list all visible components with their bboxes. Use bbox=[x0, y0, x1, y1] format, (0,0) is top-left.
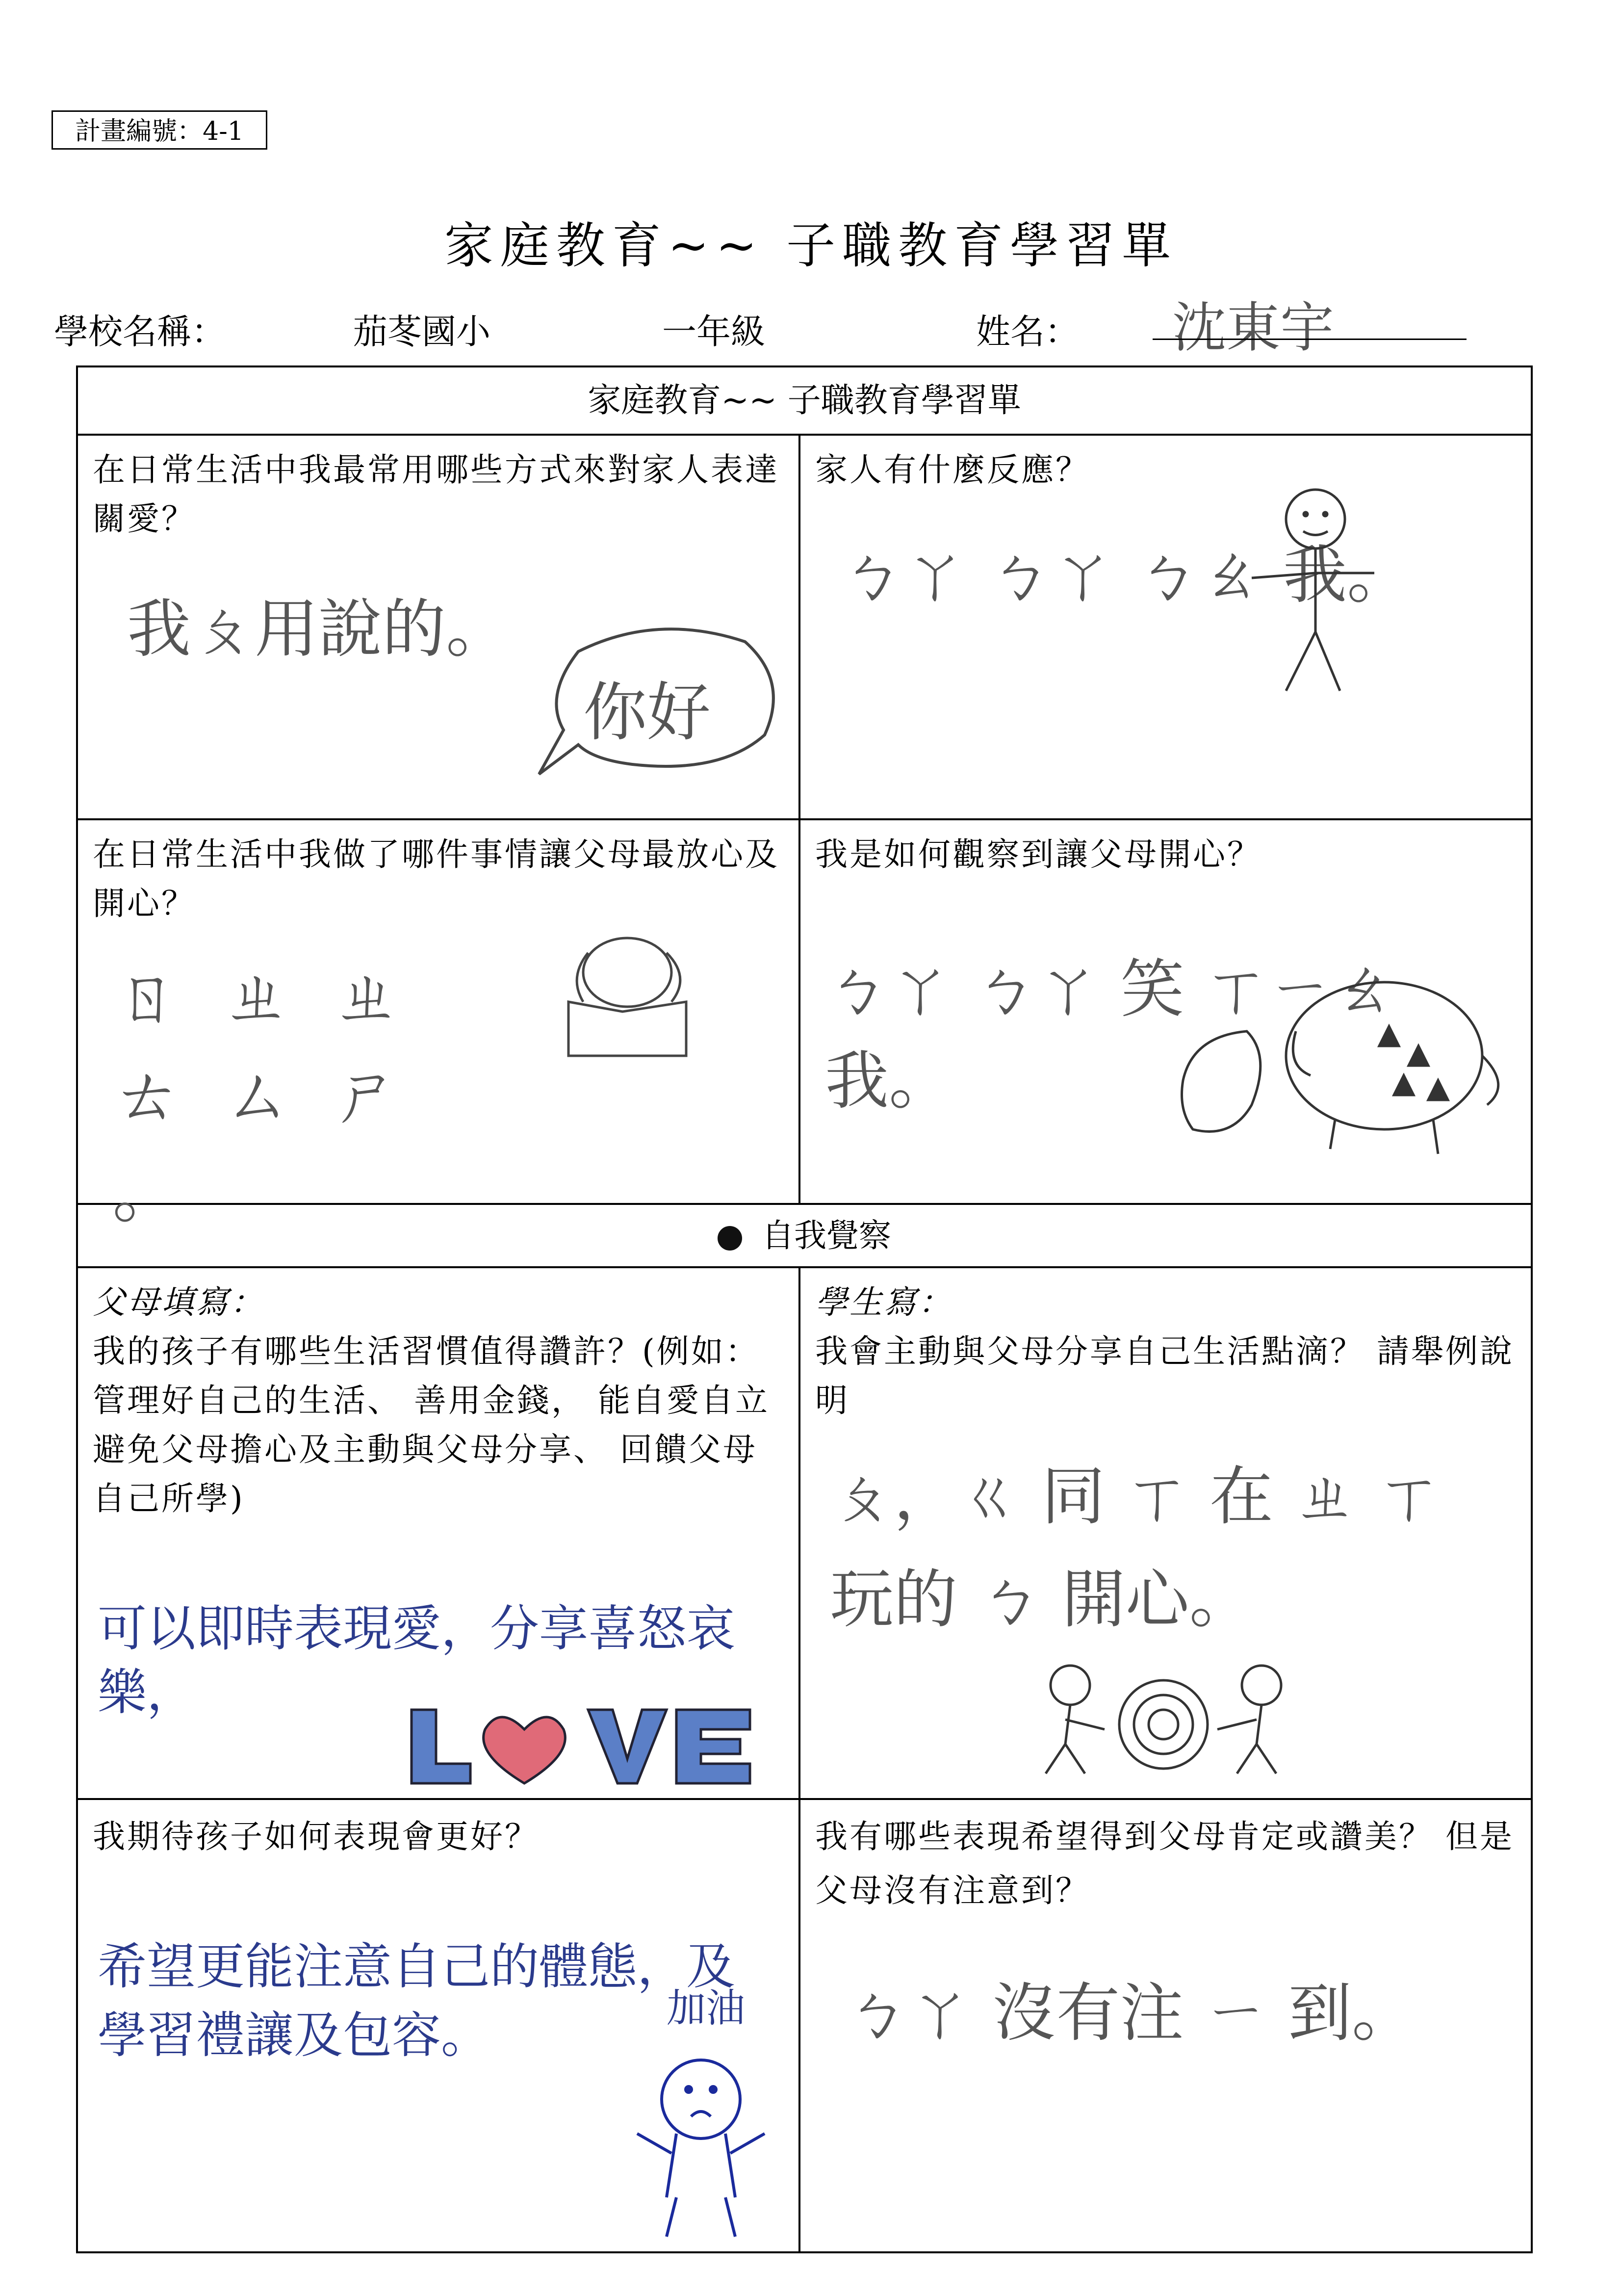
dog-reading-icon bbox=[549, 933, 706, 1066]
q3-answer: ㄖ ㄓ ㄓ ㄊ ㄙ ㄕ 。 bbox=[112, 957, 402, 1233]
q4-answer: ㄅㄚ ㄅㄚ 笑 ㄒㄧㄠ 我。 bbox=[825, 952, 1396, 1118]
section-title: 自我覺察 bbox=[762, 1217, 891, 1254]
section-row bbox=[77, 1204, 1532, 1267]
bullet-icon bbox=[718, 1226, 742, 1251]
pig-icon bbox=[1173, 958, 1517, 1164]
student-label: 學生寫： bbox=[815, 1283, 953, 1321]
parent-cell bbox=[77, 1267, 799, 1799]
name-value: 沈東宇 bbox=[1172, 296, 1334, 359]
parent-answer: 可以即時表現愛，分享喜怒哀樂， bbox=[98, 1600, 735, 1721]
student-cell bbox=[799, 1267, 1532, 1799]
parent-label: 父母填寫： bbox=[93, 1283, 264, 1321]
q3-question: 在日常生活中我做了哪件事情讓父母最放心及開心？ bbox=[93, 835, 779, 922]
cheer-text: 加油 bbox=[667, 1985, 745, 2031]
q4-question: 我是如何觀察到讓父母開心？ bbox=[815, 835, 1262, 873]
q2-answer: ㄅㄚ ㄅㄚ ㄅㄠ 我。 bbox=[840, 538, 1411, 612]
q2-question: 家人有什麼反應？ bbox=[815, 451, 1090, 489]
grade-value: 一年級 bbox=[662, 312, 765, 352]
q1-cell bbox=[77, 435, 799, 819]
student-answer: ㄆ，ㄍ 同 ㄒ 在 ㄓ ㄒ 玩的 ㄅ 開心。 bbox=[830, 1459, 1442, 1637]
q7-question: 我期待孩子如何表現會更好？ bbox=[93, 1818, 539, 1855]
stick-figure-icon bbox=[1242, 485, 1389, 701]
cheering-figure-icon bbox=[627, 2055, 774, 2242]
name-underline bbox=[1153, 339, 1467, 340]
plan-code: 計畫編號：4-1 bbox=[51, 110, 267, 150]
q4-cell bbox=[799, 819, 1532, 1204]
student-question: 我會主動與父母分享自己生活點滴？ 請舉例說明 bbox=[815, 1332, 1515, 1419]
q2-cell bbox=[799, 435, 1532, 819]
q8-answer: ㄅㄚ 沒有注 ㄧ 到。 bbox=[845, 1976, 1416, 2050]
love-drawing-icon bbox=[402, 1700, 760, 1788]
page-title: 家庭教育~~ 子職教育學習單 bbox=[444, 217, 1178, 274]
parent-question: 我的孩子有哪些生活習慣值得讚許？(例如： 管理好自己的生活、 善用金錢， 能自愛自立避免父母擔心及主動與父母分享、 回饋父母自己所學) bbox=[93, 1332, 770, 1517]
worksheet-table bbox=[76, 365, 1533, 2253]
bubble-text: 你好 bbox=[583, 675, 711, 750]
q1-answer: 我ㄆ用說的。 bbox=[127, 592, 510, 666]
school-label: 學校名稱： bbox=[54, 312, 226, 352]
q3-cell bbox=[77, 819, 799, 1233]
school-value: 茄苳國小 bbox=[353, 312, 490, 352]
q8-cell bbox=[799, 1799, 1532, 2252]
table-title: 家庭教育~~ 子職教育學習單 bbox=[77, 366, 1532, 435]
q7-cell bbox=[77, 1799, 799, 2252]
q1-question: 在日常生活中我最常用哪些方式來對家人表達關愛？ bbox=[93, 451, 779, 538]
kids-playing-icon bbox=[1036, 1651, 1311, 1778]
q7-answer: 希望更能注意自己的體態，及學習禮讓及包容。 bbox=[98, 1938, 735, 2064]
name-label: 姓名： bbox=[976, 312, 1079, 352]
q8-question: 我有哪些表現希望得到父母肯定或讚美？ 但是父母沒有注意到？ bbox=[815, 1818, 1515, 1909]
